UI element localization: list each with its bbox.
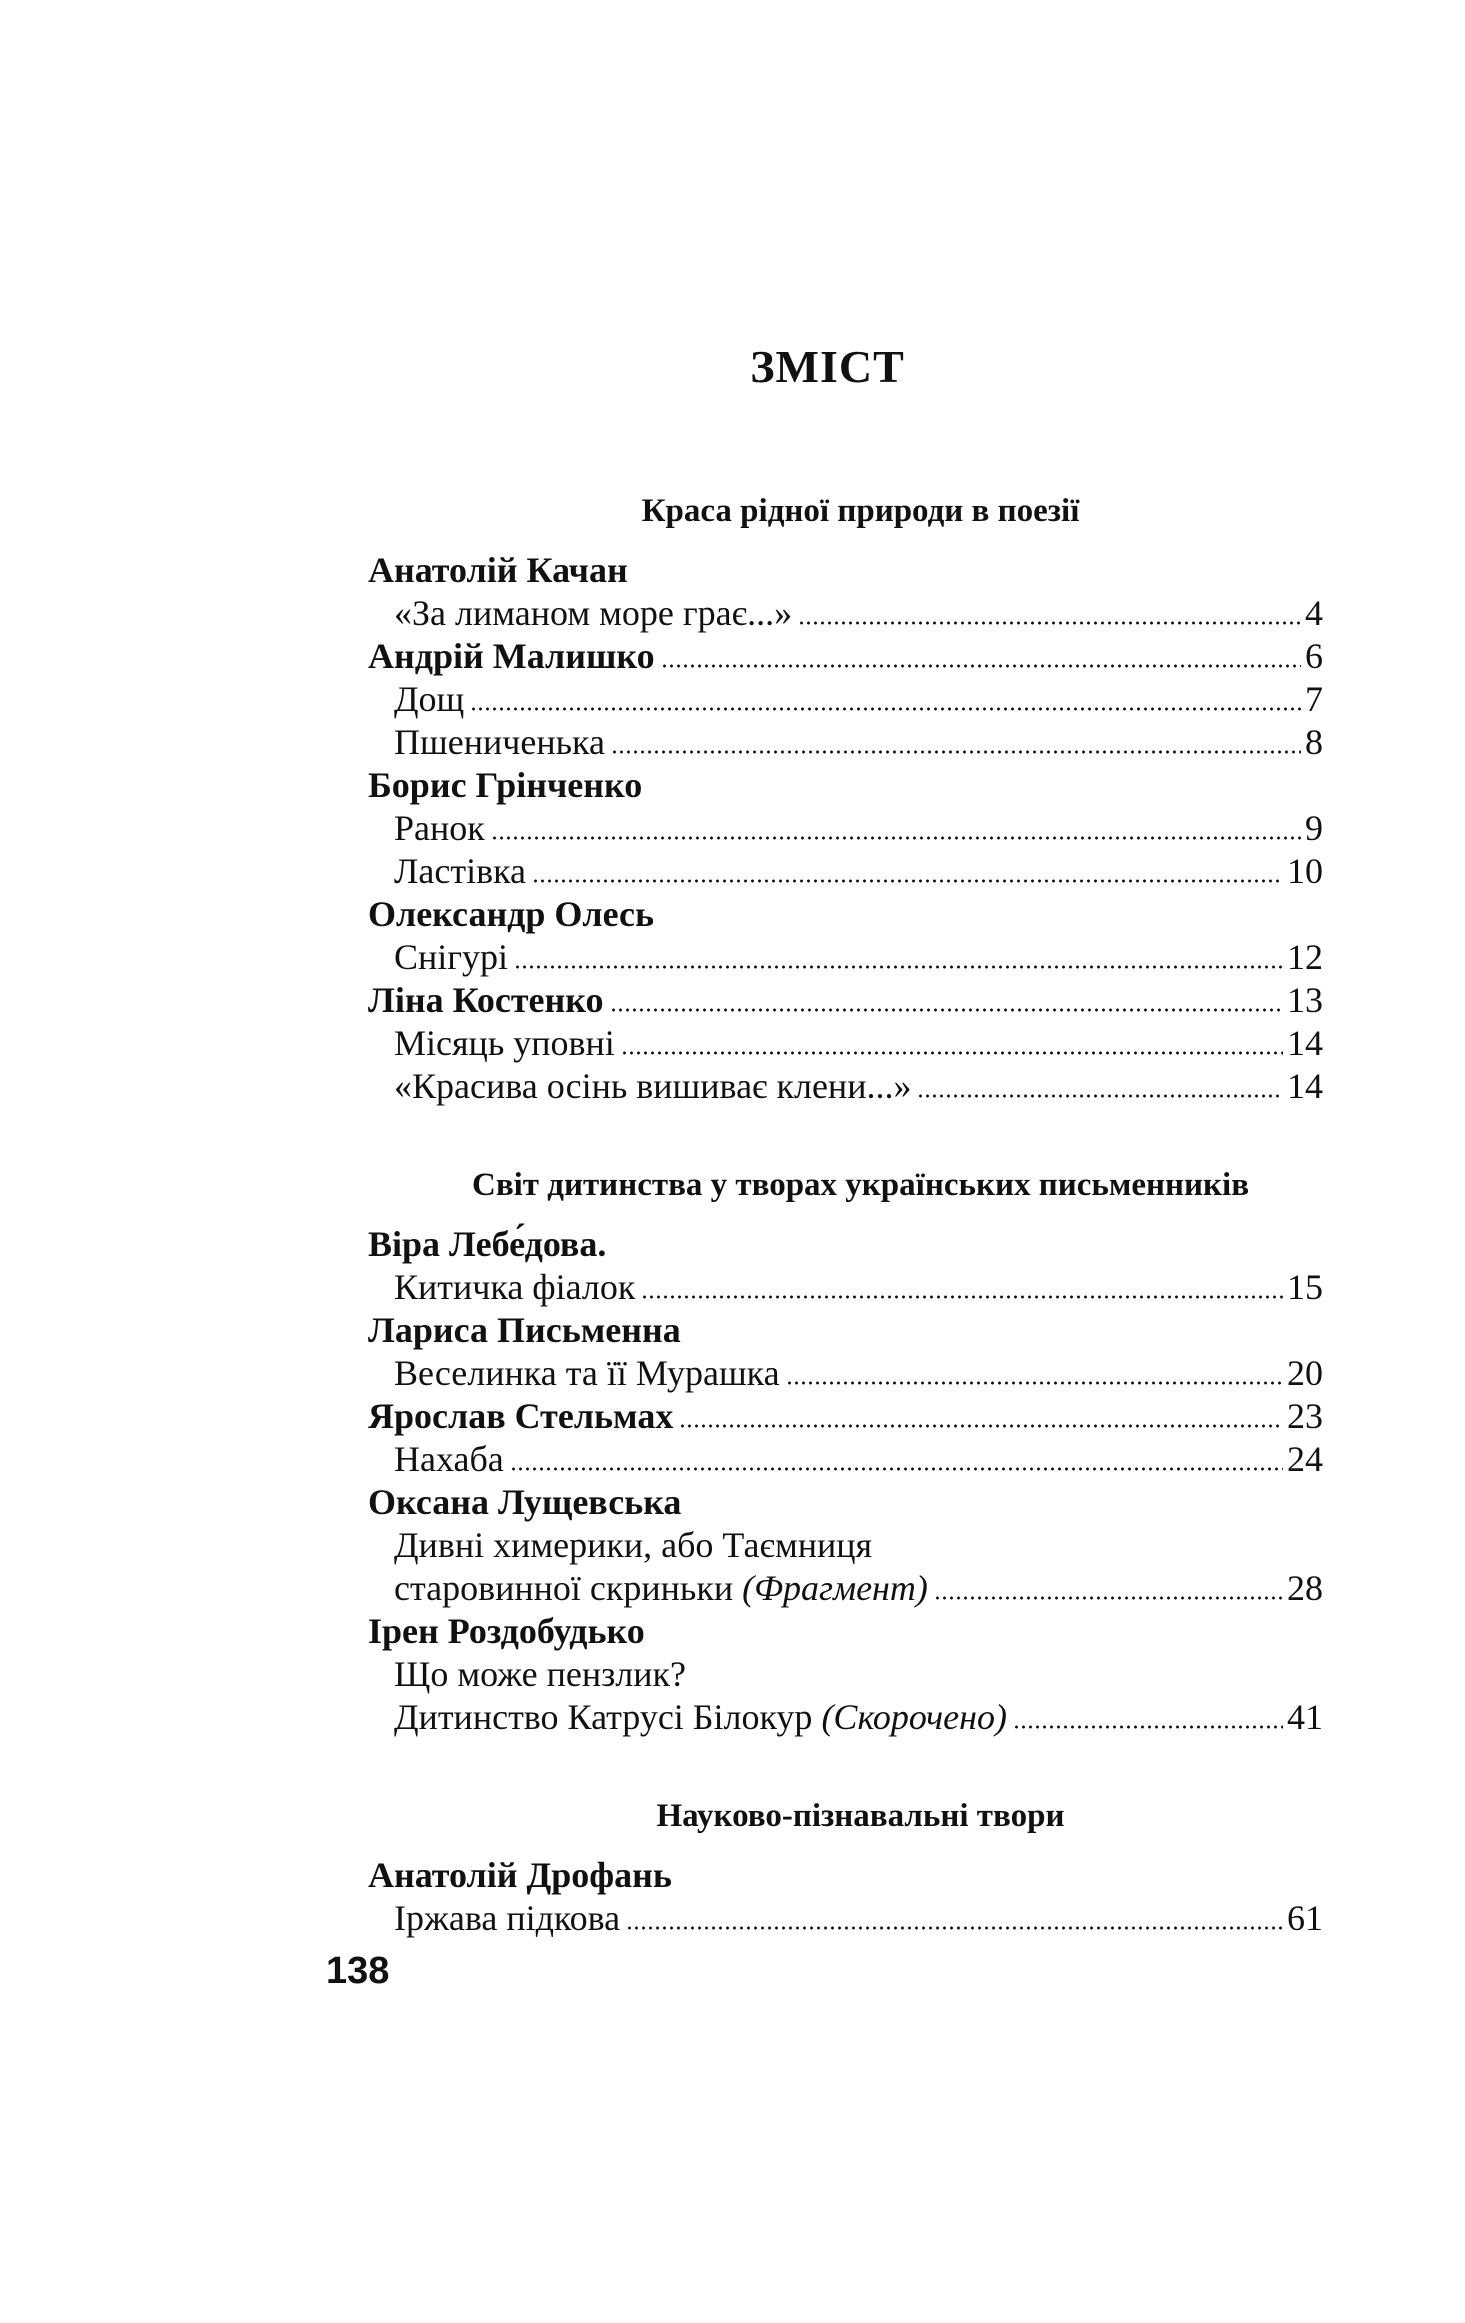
dot-leader: [626, 1926, 1283, 1930]
section-heading: Науково-пізнавальні твори: [656, 1798, 1065, 1834]
dot-leader: [917, 1094, 1283, 1098]
author-name: Борис Грінченко: [368, 765, 643, 805]
section-heading: Краса рідної природи в поезії: [641, 493, 1080, 529]
entry-title: «Красива осінь вишиває клени...»: [394, 1066, 912, 1106]
entry-page: 14: [1287, 1066, 1323, 1106]
dot-leader: [1013, 1725, 1283, 1729]
author-name: Ярослав Стельмах: [368, 1396, 674, 1436]
entry-title: Дощ: [394, 679, 465, 719]
entry-page: 24: [1287, 1439, 1323, 1479]
entry-title: Ранок: [394, 808, 485, 848]
toc-author: [368, 1309, 1323, 1352]
toc-entry: [368, 1266, 1323, 1309]
entry-page: 28: [1287, 1568, 1323, 1608]
entry-title-text: старовинної скриньки: [394, 1568, 734, 1608]
entry-page: 23: [1287, 1396, 1323, 1436]
entry-title: Дивні химерики, або Таємниця: [394, 1525, 873, 1565]
entry-title: Іржава підкова: [394, 1898, 621, 1938]
entry-page: 15: [1287, 1267, 1323, 1307]
toc-entry: [368, 1438, 1323, 1481]
dot-leader: [510, 1467, 1283, 1471]
entry-title: Снігурі: [394, 937, 509, 977]
entry-title: «За лиманом море грає...»: [394, 593, 793, 633]
author-name: Анатолій Качан: [368, 550, 628, 590]
entry-page: 41: [1287, 1697, 1323, 1737]
dot-leader: [491, 836, 1301, 840]
entry-title: [394, 1696, 1007, 1739]
dot-leader: [532, 879, 1283, 883]
entry-title: Що може пензлик?: [394, 1654, 687, 1694]
entry-page: 12: [1287, 937, 1323, 977]
author-name: Олександр Олесь: [368, 894, 655, 934]
author-name: Ірен Роздобудько: [368, 1611, 645, 1651]
entry-page: 61: [1287, 1898, 1323, 1938]
dot-leader: [641, 1295, 1283, 1299]
dot-leader: [679, 1424, 1283, 1428]
entry-page: 13: [1287, 980, 1323, 1020]
author-name: Ліна Костенко: [368, 980, 604, 1020]
toc-author: [368, 549, 1323, 592]
dot-leader: [621, 1051, 1283, 1055]
entry-title: Ластівка: [394, 851, 527, 891]
dot-leader: [470, 707, 1301, 711]
toc-author: [368, 1223, 1323, 1266]
entry-page: 6: [1305, 636, 1323, 676]
page-title: ЗМІСТ: [750, 341, 905, 392]
dot-leader: [934, 1596, 1283, 1600]
dot-leader: [661, 664, 1301, 668]
page-number: 138: [326, 1950, 390, 1992]
toc-entry: [368, 1696, 1323, 1739]
entry-page: 14: [1287, 1023, 1323, 1063]
toc-author: [368, 1854, 1323, 1897]
entry-page: 7: [1305, 679, 1323, 719]
dot-leader: [611, 750, 1301, 754]
entry-title: Китичка фіалок: [394, 1267, 636, 1307]
entry-page: 9: [1305, 808, 1323, 848]
toc-entry: [368, 807, 1323, 850]
entry-title: [394, 1567, 928, 1610]
toc-entry: [368, 1567, 1323, 1610]
entry-page: 8: [1305, 722, 1323, 762]
entry-page: 10: [1287, 851, 1323, 891]
toc-author: [368, 979, 1323, 1022]
dot-leader: [514, 965, 1283, 969]
author-name: Анатолій Дрофань: [368, 1855, 672, 1895]
entry-title: Веселинка та її Мурашка: [394, 1353, 780, 1393]
dot-leader: [786, 1381, 1283, 1385]
toc-entry-line: [368, 1653, 1323, 1696]
toc-author: [368, 1481, 1323, 1524]
entry-note: (Фрагмент): [742, 1568, 928, 1608]
section-heading: Світ дитинства у творах українських письменників: [471, 1167, 1250, 1203]
toc-author: [368, 635, 1323, 678]
dot-leader: [610, 1008, 1283, 1012]
entry-title: Місяць уповні: [394, 1023, 615, 1063]
toc-author: [368, 764, 1323, 807]
toc-entry: [368, 936, 1323, 979]
toc-entry: [368, 1022, 1323, 1065]
dot-leader: [798, 621, 1301, 625]
toc-entry: [368, 721, 1323, 764]
toc-entry-line: [368, 1524, 1323, 1567]
entry-title: Пшениченька: [394, 722, 605, 762]
author-name: Віра Лебе́дова.: [368, 1224, 607, 1264]
table-of-contents: [368, 490, 1323, 1940]
author-name: Лариса Письменна: [368, 1310, 681, 1350]
author-name: Андрій Малишко: [368, 636, 655, 676]
toc-entry: [368, 850, 1323, 893]
toc-entry: [368, 1352, 1323, 1395]
toc-author: [368, 1395, 1323, 1438]
toc-entry: [368, 678, 1323, 721]
author-name: Оксана Лущевська: [368, 1482, 682, 1522]
toc-entry: [368, 1065, 1323, 1108]
entry-page: 4: [1305, 593, 1323, 633]
entry-note: (Скорочено): [821, 1697, 1007, 1737]
toc-author: [368, 1610, 1323, 1653]
entry-title-text: Дитинство Катрусі Білокур: [394, 1697, 813, 1737]
toc-author: [368, 893, 1323, 936]
entry-page: 20: [1287, 1353, 1323, 1393]
toc-entry: [368, 1897, 1323, 1940]
entry-title: Нахаба: [394, 1439, 504, 1479]
toc-entry: [368, 592, 1323, 635]
